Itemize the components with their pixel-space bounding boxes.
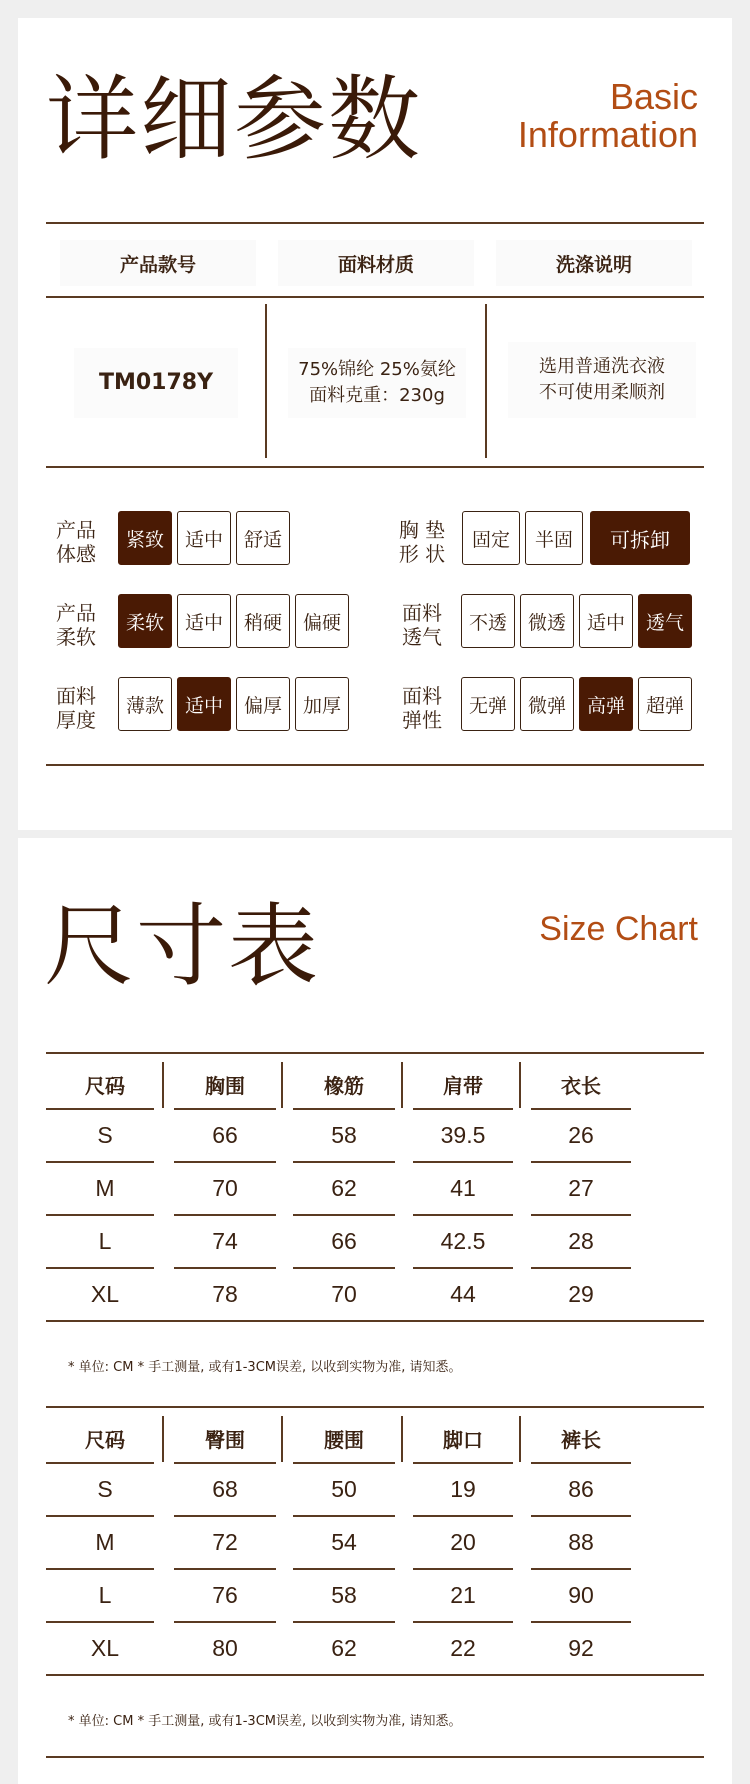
row-divider [293,1161,395,1163]
size-label-cell: XL [90,1635,120,1661]
row-divider [174,1462,276,1464]
option-slightly-hard[interactable]: 稍硬 [236,594,290,648]
size-value-cell: 90 [568,1582,594,1608]
size-value-cell: 44 [450,1281,476,1307]
label-line: 面料 [402,684,442,708]
row-divider [46,1161,154,1163]
option-breathable[interactable]: 透气 [638,594,692,648]
row-divider [293,1515,395,1517]
header-model: 产品款号 [60,240,256,286]
size-value-cell: 39.5 [440,1122,486,1148]
row-divider [46,1621,154,1623]
column-divider [162,1416,164,1462]
size-value-cell: 41 [450,1175,476,1201]
option-hard[interactable]: 偏硬 [295,594,349,648]
option-comfort[interactable]: 舒适 [236,511,290,565]
row-divider [531,1108,631,1110]
attr-label-tightness [48,518,104,566]
header-fabric: 面料材质 [278,240,474,286]
basic-title-cn: 详细参数 [46,66,423,173]
row-divider [293,1621,395,1623]
size-header-cell: 胸围 [205,1074,245,1098]
size-value-cell: 62 [331,1175,357,1201]
row-divider [413,1161,513,1163]
divider [46,1756,704,1758]
size-note-bottom: * 单位: CM * 手工测量, 或有1-3CM误差, 以收到实物为准, 请知悉。 [68,1714,462,1729]
row-divider [413,1621,513,1623]
header-wash: 洗涤说明 [496,240,692,286]
row-divider [531,1621,631,1623]
size-value-cell: 76 [212,1582,238,1608]
size-value-cell: 66 [331,1228,357,1254]
column-divider [401,1416,403,1462]
row-divider [174,1161,276,1163]
row-divider [46,1108,154,1110]
size-header-cell: 橡筋 [324,1074,364,1098]
row-divider [174,1568,276,1570]
divider [46,296,704,298]
option-extra-thick[interactable]: 加厚 [295,677,349,731]
size-value-cell: 68 [212,1476,238,1502]
size-label-cell: L [98,1582,112,1608]
row-divider [174,1267,276,1269]
row-divider [174,1214,276,1216]
size-value-cell: 50 [331,1476,357,1502]
label-line: 柔软 [56,625,96,649]
size-chart-card-bottom [18,1390,732,1784]
attr-label-stretch [394,684,450,732]
label-line: 透气 [402,625,442,649]
column-divider [281,1416,283,1462]
option-slight-stretch[interactable]: 微弹 [520,677,574,731]
row-divider [174,1108,276,1110]
column-divider [162,1062,164,1108]
row-divider [174,1621,276,1623]
option-tight[interactable]: 紧致 [118,511,172,565]
size-value-cell: 42.5 [440,1228,486,1254]
size-note-top: * 单位: CM * 手工测量, 或有1-3CM误差, 以收到实物为准, 请知悉。 [68,1360,462,1375]
size-chart-card [18,838,732,1398]
row-divider [293,1108,395,1110]
size-value-cell: 58 [331,1122,357,1148]
fabric-info [288,348,466,418]
fabric-weight: 面料克重：230g [309,385,445,406]
row-divider [46,1267,154,1269]
size-label-cell: L [98,1228,112,1254]
size-label-cell: S [97,1476,113,1502]
size-value-cell: 27 [568,1175,594,1201]
size-header-cell: 裤长 [561,1428,601,1452]
row-divider [531,1515,631,1517]
divider [46,764,704,766]
size-value-cell: 66 [212,1122,238,1148]
size-value-cell: 92 [568,1635,594,1661]
row-divider [413,1568,513,1570]
column-divider [519,1416,521,1462]
option-super-stretch[interactable]: 超弹 [638,677,692,731]
row-divider [413,1108,513,1110]
row-divider [531,1214,631,1216]
size-value-cell: 19 [450,1476,476,1502]
label-line: 面料 [402,601,442,625]
attr-label-softness [48,601,104,649]
label-line: 产品 [56,518,96,542]
size-value-cell: 28 [568,1228,594,1254]
option-thick[interactable]: 偏厚 [236,677,290,731]
basic-title-en-line1: Basic [609,76,698,117]
attr-label-pad [394,518,450,566]
wash-line-2: 不可使用柔顺剂 [539,382,665,403]
label-line: 弹性 [402,708,442,732]
option-soft[interactable]: 柔软 [118,594,172,648]
wash-info [508,342,696,418]
label-line: 形 状 [398,542,446,566]
option-half-fixed[interactable]: 半固 [525,511,583,565]
size-value-cell: 21 [450,1582,476,1608]
column-divider [265,304,267,458]
size-value-cell: 70 [331,1281,357,1307]
row-divider [46,1515,154,1517]
row-divider [174,1515,276,1517]
row-divider [293,1568,395,1570]
row-divider [46,1462,154,1464]
option-thin[interactable]: 薄款 [118,677,172,731]
wash-line-1: 选用普通洗衣液 [539,356,665,377]
row-divider [46,1214,154,1216]
size-header-cell: 尺码 [85,1074,125,1098]
size-header-cell: 臀围 [205,1428,245,1452]
column-divider [281,1062,283,1108]
size-value-cell: 74 [212,1228,238,1254]
row-divider [413,1462,513,1464]
row-divider [413,1214,513,1216]
size-label-cell: XL [90,1281,120,1307]
row-divider [531,1568,631,1570]
size-value-cell: 22 [450,1635,476,1661]
option-medium[interactable]: 适中 [177,511,231,565]
fabric-composition: 75%锦纶 25%氨纶 [298,359,456,380]
size-value-cell: 54 [331,1529,357,1555]
row-divider [293,1462,395,1464]
option-slightly-breathable[interactable]: 微透 [520,594,574,648]
size-value-cell: 26 [568,1122,594,1148]
column-divider [485,304,487,458]
row-divider [531,1462,631,1464]
option-removable[interactable]: 可拆卸 [590,511,690,565]
size-value-cell: 80 [212,1635,238,1661]
row-divider [413,1267,513,1269]
size-header-cell: 肩带 [443,1074,483,1098]
basic-info-card [18,18,732,830]
option-medium[interactable]: 适中 [177,677,231,731]
size-header-cell: 衣长 [561,1074,601,1098]
size-header-cell: 腰围 [324,1428,364,1452]
option-not-breathable[interactable]: 不透 [461,594,515,648]
option-no-stretch[interactable]: 无弹 [461,677,515,731]
size-value-cell: 88 [568,1529,594,1555]
row-divider [46,1568,154,1570]
column-divider [519,1062,521,1108]
table-bottom-line [46,1674,704,1676]
size-value-cell: 72 [212,1529,238,1555]
label-line: 厚度 [56,708,96,732]
model-number-text: TM0178Y [98,370,214,395]
size-value-cell: 86 [568,1476,594,1502]
label-line: 产品 [56,601,96,625]
size-value-cell: 78 [212,1281,238,1307]
size-label-cell: S [97,1122,113,1148]
label-line: 面料 [56,684,96,708]
size-value-cell: 58 [331,1582,357,1608]
size-title-en: Size Chart [539,910,698,948]
option-fixed[interactable]: 固定 [462,511,520,565]
attr-label-thickness [48,684,104,732]
divider [46,222,704,224]
basic-title-en-line2: Information [517,114,698,155]
size-header-cell: 尺码 [85,1428,125,1452]
row-divider [293,1214,395,1216]
model-number [74,348,238,418]
size-value-cell: 29 [568,1281,594,1307]
row-divider [293,1267,395,1269]
table-top-line [46,1052,704,1054]
size-value-cell: 70 [212,1175,238,1201]
column-divider [401,1062,403,1108]
basic-title-en [518,78,698,154]
row-divider [413,1515,513,1517]
label-line: 体感 [56,542,96,566]
size-value-cell: 62 [331,1635,357,1661]
divider [46,466,704,468]
table-top-line [46,1406,704,1408]
size-header-cell: 脚口 [443,1428,483,1452]
size-title-cn: 尺寸表 [44,894,320,999]
size-label-cell: M [95,1175,115,1201]
option-high-stretch[interactable]: 高弹 [579,677,633,731]
option-medium[interactable]: 适中 [177,594,231,648]
row-divider [531,1161,631,1163]
size-value-cell: 20 [450,1529,476,1555]
table-bottom-line [46,1320,704,1322]
label-line: 胸 垫 [398,518,446,542]
option-medium[interactable]: 适中 [579,594,633,648]
size-label-cell: M [95,1529,115,1555]
row-divider [531,1267,631,1269]
attr-label-breath [394,601,450,649]
